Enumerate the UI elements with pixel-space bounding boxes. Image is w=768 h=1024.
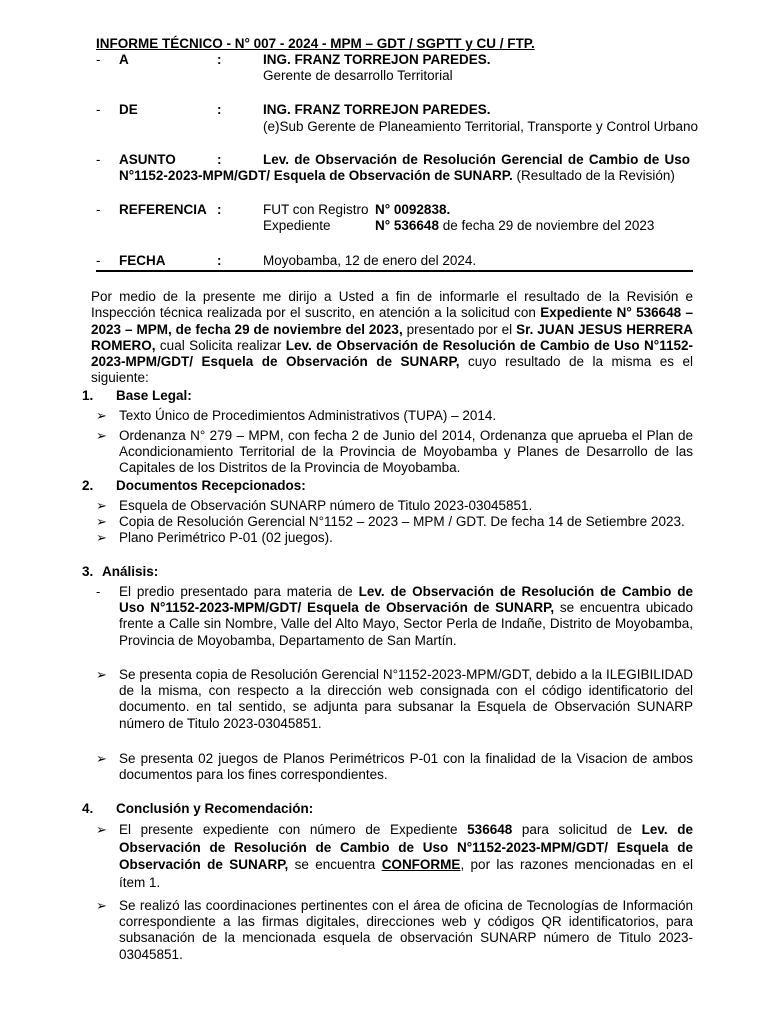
asunto-line-2 [119, 168, 675, 184]
section-4-heading [82, 801, 313, 817]
conclusion-text-4: , por las razones mencionadas en el ítem 1. [119, 857, 693, 890]
arrow-bullet-icon: ➢ [96, 667, 107, 682]
list-item-text: Se presenta copia de Resolución Gerencial N°1152-2023-MPM/GDT, debido a la ILEGIBILIDAD de la misma, con respecto a la dirección web consignada con el código identificatorio del documento. en tal sentido, se adjunta para subsanar la Esquela de Observación SUNARP número de Titulo 2023-03045851. [119, 667, 693, 731]
conclusion-bold-subject: Lev. de Observación de Resolución de Cambio de Uso N°1152-2023-MPM/GDT/ Esquela de Observación de SUNARP, [119, 822, 693, 872]
colon: : [217, 152, 222, 167]
fecha-value: Moyobamba, 12 de enero del 2024. [263, 253, 477, 268]
intro-bold-subject: Lev. de Observación de Resolución de Cambio de Uso N°1152-2023-MPM/GDT/ Esquela de Observación de SUNARP, [91, 337, 693, 370]
dash-bullet: - [96, 584, 101, 599]
conclusion-text-3: se encuentra [288, 857, 382, 872]
list-item [96, 667, 693, 732]
a-label: A [119, 52, 129, 67]
de-name: ING. FRANZ TORREJON PAREDES. [263, 102, 491, 117]
colon: : [217, 52, 222, 67]
list-item [96, 428, 693, 477]
arrow-bullet-icon: ➢ [96, 822, 107, 837]
intro-text-3: cual Solicita realizar [155, 337, 286, 353]
dash: - [96, 102, 101, 117]
list-item-text: Se presenta 02 juegos de Planos Perimétricos P-01 con la finalidad de la Visacion de ambos documentos para los fines correspondientes. [119, 751, 693, 783]
arrow-bullet-icon: ➢ [96, 898, 107, 913]
section-number: 4. [82, 801, 94, 816]
dash: - [96, 152, 101, 167]
section-number: 3. [82, 564, 94, 579]
ref-expediente-date: de fecha 29 de noviembre del 2023 [438, 218, 655, 233]
list-item [96, 584, 693, 649]
list-item-text: Se realizó las coordinaciones pertinentes con el área de oficina de Tecnologías de Información correspondiente a las firmas digitales, direcciones web y códigos QR identificatorios, para subsanación de la mencionada esquela de observación SUNARP número de Titulo 2023-03045851. [119, 898, 693, 962]
arrow-bullet-icon: ➢ [96, 751, 107, 766]
de-role: (e)Sub Gerente de Planeamiento Territorial, Transporte y Control Urbano [263, 119, 698, 134]
section-title: Conclusión y Recomendación: [116, 801, 314, 816]
intro-bold-expediente: Expediente N° 536648 – 2023 – MPM, de fecha 29 de noviembre del 2023, [91, 305, 694, 337]
list-item-text: Ordenanza N° 279 – MPM, con fecha 2 de Junio del 2014, Ordenanza que aprueba el Plan de Acondicionamiento Territorial de la Provincia de Moyobamba y Planes de Desarrollo de las Capitales de los Distritos de la Provincia de Moyobamba. [119, 428, 693, 476]
dash: - [96, 202, 101, 217]
de-label: DE [119, 102, 138, 117]
list-item-text: Texto Único de Procedimientos Administrativos (TUPA) – 2014. [119, 408, 497, 423]
ref-expediente-detail [375, 218, 654, 234]
conforme-label: CONFORME [381, 857, 461, 872]
arrow-bullet-icon: ➢ [96, 408, 107, 423]
a-name: ING. FRANZ TORREJON PAREDES. [263, 52, 491, 67]
asunto-line-2-bold: N°1152-2023-MPM/GDT/ Esquela de Observación de SUNARP. [119, 168, 513, 183]
list-item [96, 498, 693, 514]
ref-fut: FUT con Registro [263, 202, 369, 217]
colon: : [217, 202, 222, 217]
list-item [96, 898, 693, 963]
asunto-line-2-rest: (Resultado de la Revisión) [512, 168, 675, 183]
arrow-bullet-icon: ➢ [96, 530, 107, 545]
a-role: Gerente de desarrollo Territorial [263, 68, 453, 83]
intro-paragraph [91, 289, 693, 387]
header-divider [96, 270, 693, 272]
arrow-bullet-icon: ➢ [96, 498, 107, 513]
analysis-text-2: se encuentra ubicado frente a Calle sin Nombre, Valle del Alto Mayo, Sector Perla de Indañe, Distrito de Moyobamba, Provincia de Moyobamba, Departamento de San Martín. [119, 600, 693, 648]
list-item-text: Copia de Resolución Gerencial N°1152 – 2023 – MPM / GDT. De fecha 14 de Setiembre 2023. [119, 514, 685, 529]
section-title: Análisis: [102, 564, 159, 579]
report-title: INFORME TÉCNICO - N° 007 - 2024 - MPM – GDT / SGPTT y CU / FTP. [96, 36, 535, 51]
arrow-bullet-icon: ➢ [96, 514, 107, 529]
section-number: 2. [82, 478, 94, 493]
section-2-heading [82, 478, 306, 494]
section-1-heading [82, 388, 192, 404]
section-title: Documentos Recepcionados: [116, 478, 306, 493]
asunto-label: ASUNTO [119, 152, 176, 167]
list-item-text [119, 821, 693, 891]
analysis-bold-subject: Lev. de Observación de Resolución de Cambio de Uso N°1152-2023-MPM/GDT/ Esquela de Observación de SUNARP, [119, 584, 693, 616]
dash: - [96, 52, 101, 67]
colon: : [217, 253, 222, 268]
conclusion-text-1: El presente expediente con número de Expediente [119, 822, 468, 837]
intro-text-4: cuyo resultado de la misma es el siguiente: [91, 354, 693, 386]
section-3-heading [82, 564, 158, 580]
list-item-text: Esquela de Observación SUNARP número de Titulo 2023-03045851. [119, 498, 533, 513]
list-item-text: Plano Perimétrico P-01 (02 juegos). [119, 530, 333, 545]
intro-text-1: Por medio de la presente me dirijo a Usted a fin de informarle el resultado de la Revisión e Inspección técnica realizada por el suscrito, en atención a la solicitud con [91, 289, 693, 321]
ref-expediente-number: N° 536648 [375, 218, 439, 233]
referencia-label: REFERENCIA [119, 202, 207, 217]
list-item [96, 751, 693, 783]
section-title: Base Legal: [116, 388, 192, 403]
asunto-line-1: Lev. de Observación de Resolución Gerencial de Cambio de Uso [263, 152, 690, 167]
list-item [96, 408, 693, 424]
list-item-text [119, 584, 693, 649]
intro-bold-name: Sr. JUAN JESUS HERRERA ROMERO, [91, 321, 693, 353]
fecha-label: FECHA [119, 253, 166, 268]
dash: - [96, 253, 101, 268]
list-item [96, 821, 693, 891]
colon: : [217, 102, 222, 117]
ref-fut-number: N° 0092838. [375, 202, 451, 217]
analysis-text-1: El predio presentado para materia de [119, 584, 359, 599]
conclusion-bold-number: 536648 [467, 822, 513, 837]
conclusion-text-2: para solicitud de [512, 822, 642, 837]
intro-text-2: presentado por el [402, 321, 517, 337]
list-item [96, 530, 693, 546]
arrow-bullet-icon: ➢ [96, 428, 107, 443]
list-item [96, 514, 693, 530]
section-number: 1. [82, 388, 94, 403]
ref-expediente: Expediente [263, 218, 331, 233]
